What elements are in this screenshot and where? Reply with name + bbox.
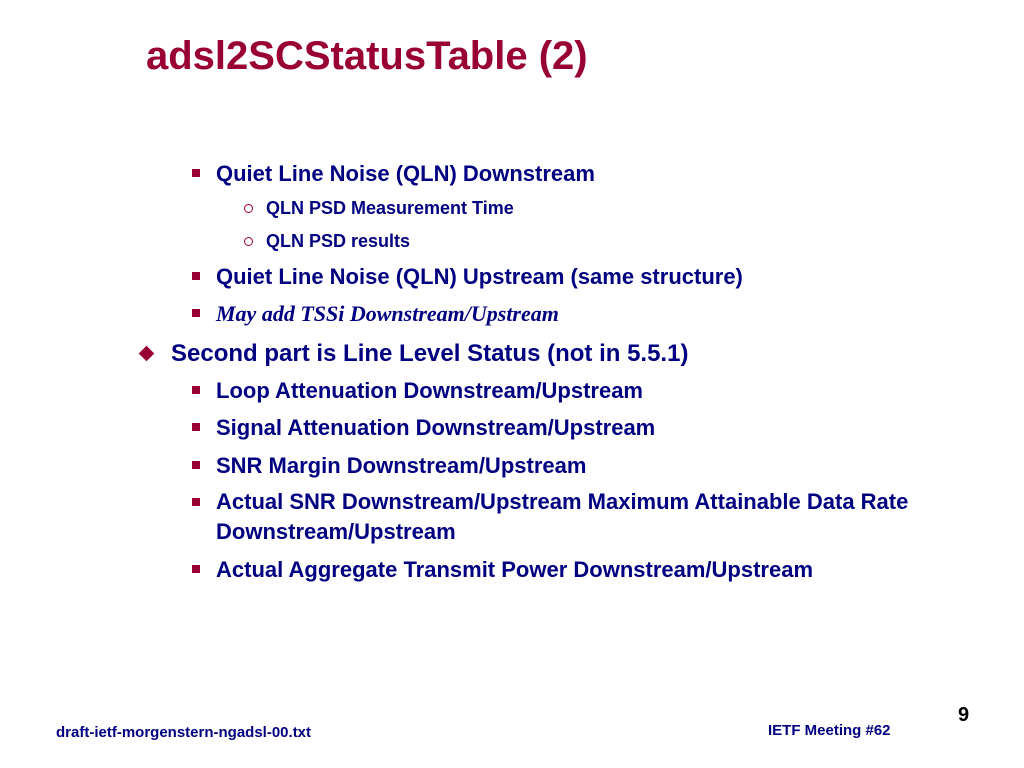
bullet-item: [216, 378, 643, 404]
bullet-text: QLN PSD results: [266, 231, 411, 251]
sub-bullet-item: [266, 198, 514, 219]
bullet-text: Quiet Line Noise (QLN) Downstream: [216, 161, 595, 186]
slide-title: adsl2SCStatusTable (2): [146, 34, 588, 78]
main-bullet-item: [171, 340, 688, 368]
bullet-text: Actual SNR Downstream/Upstream Maximum Attainable Data Rate Downstream/Upstream: [216, 489, 909, 544]
footer-meeting: IETF Meeting #62: [768, 722, 891, 739]
bullet-item: [216, 415, 655, 441]
bullet-text: Actual Aggregate Transmit Power Downstream/Upstream: [216, 557, 814, 582]
bullet-item: [216, 264, 743, 290]
circle-bullet-icon: [244, 237, 253, 246]
bullet-text: QLN PSD Measurement Time: [266, 198, 514, 218]
bullet-item: [216, 557, 813, 583]
bullet-item: [216, 487, 976, 547]
footer-filename: draft-ietf-morgenstern-ngadsl-00.txt: [56, 724, 312, 741]
bullet-text: Loop Attenuation Downstream/Upstream: [216, 378, 643, 403]
square-bullet-icon: [192, 309, 200, 317]
sub-bullet-item: [266, 231, 410, 252]
circle-bullet-icon: [244, 204, 253, 213]
bullet-text: SNR Margin Downstream/Upstream: [216, 453, 587, 478]
bullet-text: Signal Attenuation Downstream/Upstream: [216, 415, 656, 440]
square-bullet-icon: [192, 386, 200, 394]
square-bullet-icon: [192, 461, 200, 469]
bullet-text: Second part is Line Level Status (not in 5.5.1): [171, 340, 689, 367]
bullet-item: [216, 161, 595, 187]
bullet-text: May add TSSi Downstream/Upstream: [216, 301, 559, 326]
square-bullet-icon: [192, 423, 200, 431]
square-bullet-icon: [192, 498, 200, 506]
bullet-item: [216, 301, 559, 327]
square-bullet-icon: [192, 272, 200, 280]
page-number: 9: [958, 704, 970, 726]
diamond-bullet-icon: [139, 346, 155, 362]
square-bullet-icon: [192, 169, 200, 177]
square-bullet-icon: [192, 565, 200, 573]
bullet-text: Quiet Line Noise (QLN) Upstream (same structure): [216, 264, 743, 289]
bullet-item: [216, 453, 586, 479]
